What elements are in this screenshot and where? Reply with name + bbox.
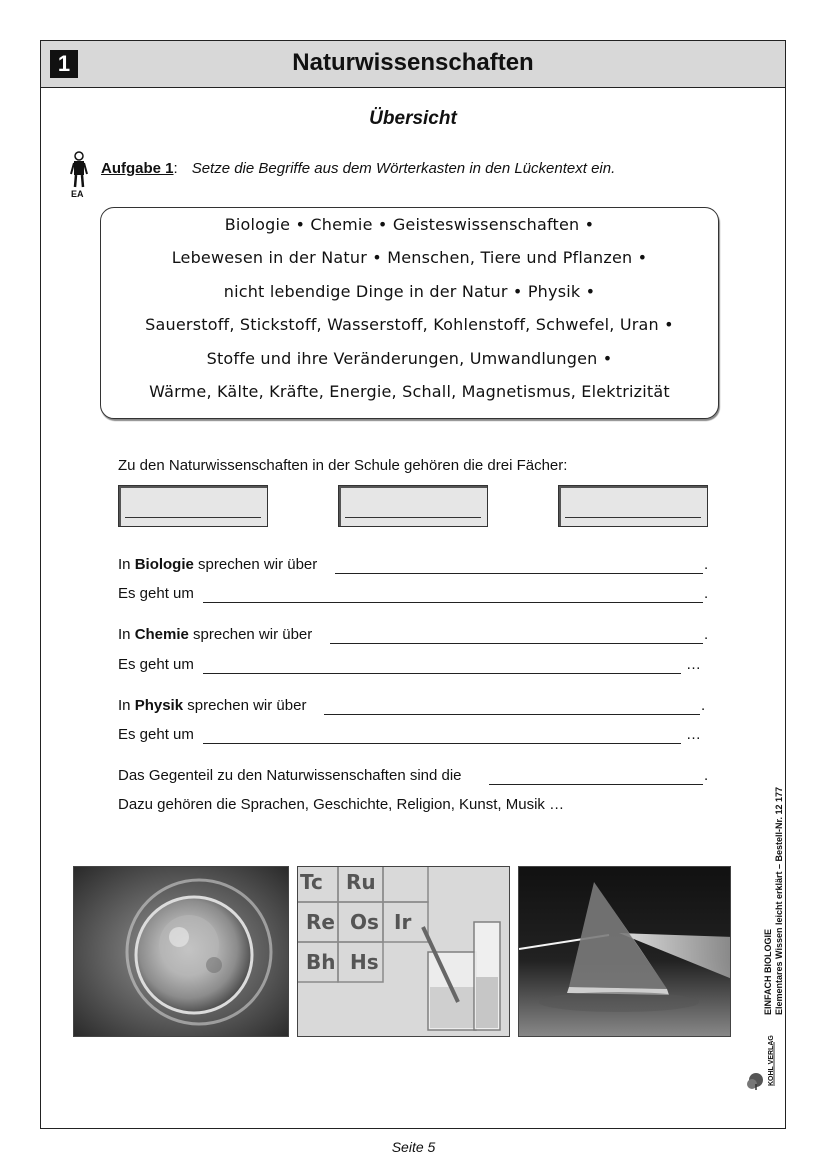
word-box-line: nicht lebendige Dinge in der Natur • Physik • bbox=[223, 282, 596, 301]
subject-answer-box-2[interactable] bbox=[338, 485, 488, 527]
page-number: Seite 5 bbox=[391, 1139, 436, 1155]
chapter-number: 1 bbox=[50, 50, 78, 78]
chemistry-goal-end: … bbox=[686, 656, 701, 673]
task-instruction bbox=[101, 160, 615, 177]
svg-text:Bh: Bh bbox=[306, 950, 336, 974]
biology-goal-end: . bbox=[704, 585, 709, 602]
word-box-line: Stoffe und ihre Veränderungen, Umwandlungen • bbox=[206, 349, 613, 368]
svg-text:Ir: Ir bbox=[394, 910, 412, 934]
intro-text: Zu den Naturwissenschaften in der Schule gehören die drei Fächer: bbox=[118, 457, 568, 474]
svg-text:Hs: Hs bbox=[350, 950, 379, 974]
publisher-logo-icon bbox=[744, 1040, 784, 1092]
chemistry-photo bbox=[297, 866, 510, 1037]
ea-badge: EA bbox=[71, 189, 84, 199]
opposite-period: . bbox=[704, 767, 709, 784]
svg-text:Tc: Tc bbox=[300, 870, 323, 894]
word-box-line: Lebewesen in der Natur • Menschen, Tiere und Pflanzen • bbox=[171, 248, 648, 267]
opposite-sentence: Das Gegenteil zu den Naturwissenschaften sind die bbox=[118, 767, 462, 784]
worksheet-frame bbox=[40, 40, 786, 1129]
section-subtitle: Übersicht bbox=[369, 108, 457, 129]
physics-goal-end: … bbox=[686, 726, 701, 743]
task-colon: : bbox=[173, 160, 178, 177]
physics-goal-label: Es geht um bbox=[118, 726, 194, 743]
svg-text:Os: Os bbox=[350, 910, 379, 934]
chemistry-sentence: In Chemie sprechen wir über bbox=[118, 626, 313, 643]
chemistry-goal-label: Es geht um bbox=[118, 656, 194, 673]
task-text: Setze die Begriffe aus dem Wörterkasten in den Lückentext ein. bbox=[191, 160, 616, 177]
physics-sentence: In Physik sprechen wir über bbox=[118, 697, 307, 714]
word-box-line: Biologie • Chemie • Geisteswissenschaften • bbox=[224, 215, 595, 234]
examples-text: Dazu gehören die Sprachen, Geschichte, Religion, Kunst, Musik … bbox=[118, 796, 565, 813]
biology-sentence: In Biologie sprechen wir über bbox=[118, 556, 318, 573]
word-box-line: Sauerstoff, Stickstoff, Wasserstoff, Kohlenstoff, Schwefel, Uran • bbox=[145, 315, 674, 334]
biology-topic-blank[interactable] bbox=[335, 572, 703, 574]
biology-goal-blank[interactable] bbox=[203, 601, 703, 603]
subject-answer-box-1[interactable] bbox=[118, 485, 268, 527]
series-title: EINFACH BIOLOGIE bbox=[763, 928, 773, 1015]
physics-topic-blank[interactable] bbox=[324, 713, 700, 715]
cell-photo bbox=[73, 866, 289, 1037]
subject-answer-box-3[interactable] bbox=[558, 485, 708, 527]
page-title: Naturwissenschaften bbox=[292, 49, 534, 76]
svg-text:Ru: Ru bbox=[346, 870, 376, 894]
physics-goal-blank[interactable] bbox=[203, 742, 681, 744]
task-label: Aufgabe 1 bbox=[101, 160, 174, 177]
series-subtitle: Elementares Wissen leicht erklärt – Bestell-Nr. 12 177 bbox=[774, 786, 784, 1015]
biology-goal-label: Es geht um bbox=[118, 585, 194, 602]
svg-text:Re: Re bbox=[306, 910, 335, 934]
physics-period: . bbox=[701, 697, 706, 714]
opposite-blank[interactable] bbox=[489, 783, 703, 785]
chemistry-goal-blank[interactable] bbox=[203, 672, 681, 674]
biology-period: . bbox=[704, 556, 709, 573]
word-box-line: Wärme, Kälte, Kräfte, Energie, Schall, Magnetismus, Elektrizität bbox=[149, 382, 670, 401]
prism-photo bbox=[518, 866, 731, 1037]
word-box bbox=[100, 207, 719, 419]
header-bar bbox=[41, 41, 785, 88]
chemistry-topic-blank[interactable] bbox=[330, 642, 703, 644]
chemistry-period: . bbox=[704, 626, 709, 643]
publisher-name: KOHL VERLAG bbox=[768, 1035, 775, 1086]
